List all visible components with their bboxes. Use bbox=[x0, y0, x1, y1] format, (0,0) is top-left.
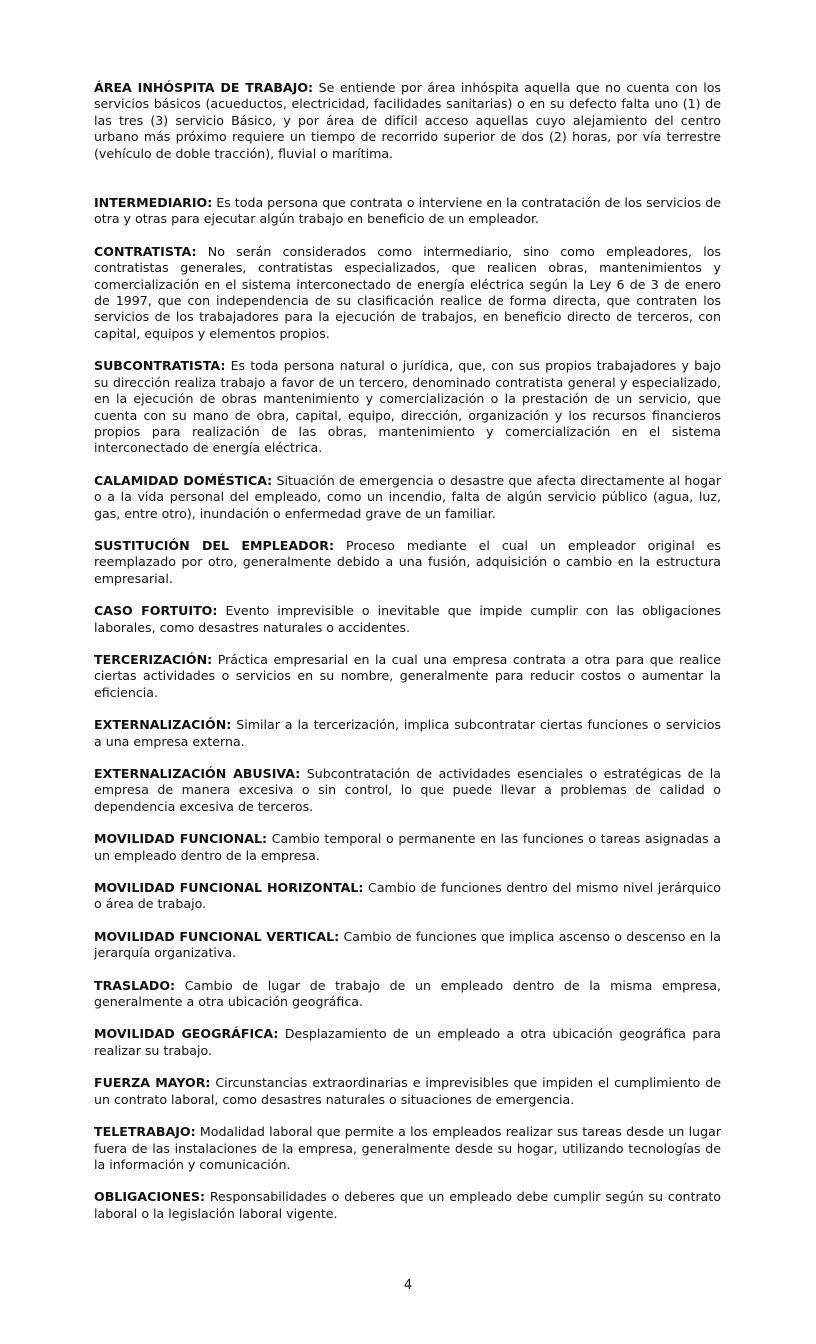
entry-intermediario bbox=[94, 195, 721, 228]
entry-movilidad-funcional bbox=[94, 831, 721, 864]
entry-term: SUSTITUCIÓN DEL EMPLEADOR: bbox=[94, 537, 335, 553]
entry-externalizacion-abusiva bbox=[94, 766, 721, 815]
entry-term: SUBCONTRATISTA: bbox=[94, 358, 226, 374]
entry-definition: Es toda persona que contrata o interviene en la contratación de los servicios de otra y otras para ejecutar algún trabajo en beneficio de un empleador. bbox=[94, 195, 721, 227]
entry-definition: Modalidad laboral que permite a los empleados realizar sus tareas desde un lugar fuera de las instalaciones de la empresa, generalmente desde su hogar, utilizando tecnologías de la información y comunicación. bbox=[94, 1124, 721, 1172]
entry-externalizacion bbox=[94, 717, 721, 750]
entry-definition: Similar a la tercerización, implica subcontratar ciertas funciones o servicios a una empresa externa. bbox=[94, 717, 721, 749]
entry-sustitucion-empleador bbox=[94, 538, 721, 587]
entry-term: EXTERNALIZACIÓN ABUSIVA: bbox=[94, 766, 301, 781]
entry-definition: Circunstancias extraordinarias e imprevisibles que impiden el cumplimiento de un contrato laboral, como desastres naturales o situaciones de emergencia. bbox=[94, 1075, 722, 1107]
entry-movilidad-funcional-vertical bbox=[94, 929, 721, 962]
entry-term: INTERMEDIARIO: bbox=[94, 195, 213, 211]
entry-obligaciones bbox=[94, 1189, 721, 1222]
entry-traslado bbox=[94, 978, 721, 1011]
entry-caso-fortuito bbox=[94, 603, 721, 636]
entry-movilidad-funcional-horizontal bbox=[94, 880, 721, 913]
entry-term: EXTERNALIZACIÓN: bbox=[94, 717, 232, 733]
entry-term: TRASLADO: bbox=[94, 977, 176, 993]
entry-definition: No serán considerados como intermediario, sino como empleadores, los contratistas generales, contratistas especializados, que realicen obras, mantenimientos y comercialización en el sistema interconectado de energía eléctrica según la Ley 6 de 3 de enero de 1997, que con independencia de su clasificación realice de forma directa, que contraten los servicios de los trabajadores para la ejecución de trabajos, en beneficio directo de terceros, con capital, equipos y elementos propios. bbox=[94, 243, 721, 341]
entry-definition: Se entiende por área inhóspita aquella que no cuenta con los servicios básicos (acueductos, electricidad, facilidades sanitarias) o en su defecto falta uno (1) de las tres (3) servicio Básico, y por área de difícil acceso aquellas cuyo alejamiento del centro urbano más próximo requiere un tiempo de recorrido superior de dos (2) horas, por vía terrestre (vehículo de doble tracción), fluvial o marítima. bbox=[94, 80, 721, 161]
entry-term: FUERZA MAYOR: bbox=[94, 1075, 211, 1091]
entry-term: MOVILIDAD FUNCIONAL: bbox=[94, 831, 268, 847]
entry-term: MOVILIDAD FUNCIONAL HORIZONTAL: bbox=[94, 880, 364, 896]
entry-term: CASO FORTUITO: bbox=[94, 603, 218, 619]
entry-term: OBLIGACIONES: bbox=[94, 1189, 205, 1205]
entry-term: CONTRATISTA: bbox=[94, 243, 197, 259]
entry-definition: Cambio temporal o permanente en las funciones o tareas asignadas a un empleado dentro de la empresa. bbox=[94, 831, 722, 863]
entry-term: ÁREA INHÓSPITA DE TRABAJO: bbox=[94, 80, 314, 95]
entry-teletrabajo bbox=[94, 1124, 721, 1173]
page-number: 4 bbox=[403, 1278, 413, 1293]
entry-definition: Proceso mediante el cual un empleador original es reemplazado por otro, generalmente debido a una fusión, adquisición o cambio en la estructura empresarial. bbox=[94, 537, 721, 586]
entry-definition: Cambio de funciones que implica ascenso o descenso en la jerarquía organizativa. bbox=[94, 928, 722, 961]
entry-term: TELETRABAJO: bbox=[94, 1124, 196, 1140]
entry-fuerza-mayor bbox=[94, 1075, 721, 1108]
entry-definition: Subcontratación de actividades esenciales o estratégicas de la empresa de manera excesiva o sin control, lo que puede llevar a problemas de calidad o dependencia excesiva de terceros. bbox=[94, 766, 722, 814]
entry-term: MOVILIDAD FUNCIONAL VERTICAL: bbox=[94, 928, 340, 944]
entry-definition: Cambio de funciones dentro del mismo nivel jerárquico o área de trabajo. bbox=[94, 880, 721, 912]
entry-term: CALAMIDAD DOMÉSTICA: bbox=[94, 472, 273, 488]
entry-definition: Responsabilidades o deberes que un empleado debe cumplir según su contrato laboral o la legislación laboral vigente. bbox=[94, 1189, 721, 1221]
entry-contratista bbox=[94, 244, 721, 342]
entry-definition: Cambio de lugar de trabajo de un empleado dentro de la misma empresa, generalmente a otra ubicación geográfica. bbox=[94, 977, 721, 1010]
entry-term: MOVILIDAD GEOGRÁFICA: bbox=[94, 1026, 279, 1042]
entry-area-inhospita bbox=[94, 80, 721, 162]
entry-definition: Es toda persona natural o jurídica, que, con sus propios trabajadores y bajo su dirección realiza trabajo a favor de un tercero, denominado contratista general y especializado, en la ejecución de obras mantenimiento y comercialización o la prestación de un servicio, que cuenta con su mano de obra, capital, equipo, dirección, organización y los recursos financieros propios para realización de las obras, mantenimiento y comercialización en el sistema interconectado de energía eléctrica. bbox=[94, 358, 721, 456]
entry-subcontratista bbox=[94, 358, 721, 456]
entry-term: TERCERIZACIÓN: bbox=[94, 651, 213, 667]
entry-definition: Práctica empresarial en la cual una empresa contrata a otra para que realice ciertas actividades o servicios en su nombre, generalmente para reducir costos o aumentar la eficiencia. bbox=[94, 651, 721, 700]
entry-definition: Situación de emergencia o desastre que afecta directamente al hogar o a la vida personal del empleado, como un incendio, falta de algún servicio público (agua, luz, gas, entre otro), inundación o enfermedad grave de un familiar. bbox=[94, 472, 722, 521]
document-body bbox=[94, 80, 721, 1222]
entry-calamidad-domestica bbox=[94, 473, 721, 522]
entry-movilidad-geografica bbox=[94, 1026, 721, 1059]
entry-definition: Evento imprevisible o inevitable que impide cumplir con las obligaciones laborales, como desastres naturales o accidentes. bbox=[94, 603, 721, 635]
entry-definition: Desplazamiento de un empleado a otra ubicación geográfica para realizar su trabajo. bbox=[94, 1026, 722, 1058]
entry-tercerizacion bbox=[94, 652, 721, 701]
